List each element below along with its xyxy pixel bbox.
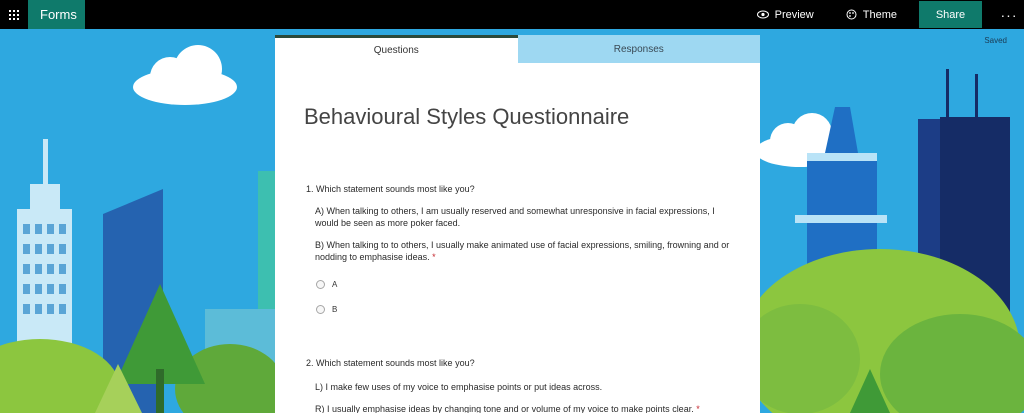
question-2-statement-l: L) I make few uses of my voice to emphasise points or put ideas across. (315, 382, 603, 392)
question-1[interactable] (306, 183, 736, 263)
app-name[interactable]: Forms (28, 0, 85, 29)
form-title[interactable]: Behavioural Styles Questionnaire (304, 104, 630, 129)
more-options-button[interactable]: ··· (1000, 6, 1018, 23)
palette-icon (846, 9, 857, 20)
option-a-label: A (332, 280, 338, 289)
theme-label: Theme (862, 8, 897, 21)
saved-status: Saved (984, 36, 1007, 45)
question-2-statement-r-text: R) I usually emphasise ideas by changing tone and or volume of my voice to make points clear. (315, 404, 694, 413)
top-bar (0, 0, 1024, 29)
preview-button[interactable] (741, 0, 830, 29)
tab-responses[interactable]: Responses (518, 35, 761, 63)
tab-bar (275, 35, 760, 63)
option-b[interactable] (316, 305, 337, 314)
question-1-statement-a: A) When talking to others, I am usually reserved and somewhat unresponsive in facial expressions, I would be seen as more poker faced. (315, 206, 715, 228)
question-2-title: 2. Which statement sounds most like you? (306, 358, 475, 368)
required-mark: * (432, 252, 436, 262)
question-1-statement-b (315, 239, 735, 263)
radio-button[interactable] (316, 280, 325, 289)
form-card (275, 35, 760, 413)
question-2-statement-r (315, 403, 735, 413)
required-mark: * (696, 404, 700, 413)
question-1-title: 1. Which statement sounds most like you? (306, 184, 475, 194)
question-1-statement-b-text: B) When talking to to others, I usually make animated use of facial expressions, smiling, frowning and or nodding to emphasise ideas. (315, 240, 730, 262)
preview-label: Preview (774, 8, 814, 21)
tab-questions[interactable]: Questions (275, 35, 518, 63)
radio-button[interactable] (316, 305, 325, 314)
eye-icon (757, 10, 769, 19)
theme-button[interactable] (830, 0, 913, 29)
app-launcher-button[interactable] (0, 0, 28, 29)
share-button[interactable]: Share (919, 1, 982, 28)
question-2[interactable] (306, 357, 736, 413)
option-b-label: B (332, 305, 338, 314)
waffle-icon (9, 10, 19, 20)
option-a[interactable] (316, 280, 337, 289)
